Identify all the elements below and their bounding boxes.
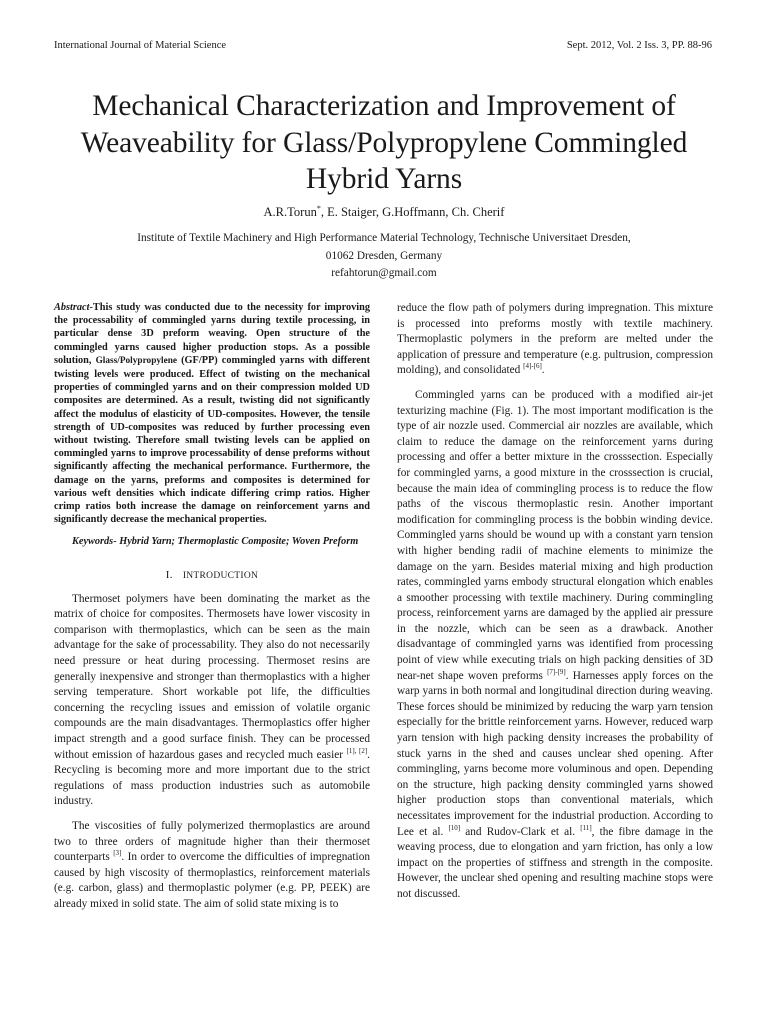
paragraph-text: . [541,364,545,377]
issue-info: Sept. 2012, Vol. 2 Iss. 3, PP. 88-96 [566,40,712,51]
abstract-text: This study was conducted due to the necessity for improving the processability of commingled yarns during textile processing, in particular dense 3D preform weaving. Open structure of the commingled yarns caused higher production stops. As a possible solution, [54,302,370,366]
citation: [4]-[6] [523,362,542,371]
abstract [54,301,370,526]
keywords: Keywords- Hybrid Yarn; Thermoplastic Composite; Woven Preform [72,536,359,548]
intro-paragraph-2-continued [397,301,713,379]
paragraph-text: , the fibre damage in the weaving process, due to elongation and yarn friction, has only a low impact on the properties of stiffness and strength in the composite. However, the unclear shed opening and resulting machine stops were not discussed. [397,825,713,900]
citation: [11] [580,823,592,832]
section-heading-introduction [54,568,370,583]
running-header [54,40,712,52]
institute-line: Institute of Textile Machinery and High Performance Material Technology, Technische Universitaet Dresden, [137,232,631,244]
first-author: A.R.Torun [263,205,317,219]
author-list [0,205,768,220]
citation: [3] [113,849,122,858]
citation: [7]-[9] [547,667,566,676]
title-line: Weaveability for Glass/Polypropylene Commingled [80,126,688,159]
abstract-lead: Abstract- [54,302,93,313]
paragraph-text: The viscosities of fully polymerized thermoplastics are around two to three orders of magnitude higher than their thermoset counterparts [54,819,370,864]
citation: [10] [448,823,461,832]
corresponding-author-mark: * [316,203,321,213]
journal-name: International Journal of Material Science [54,40,227,51]
intro-paragraph-1 [54,592,370,810]
address-line: 01062 Dresden, Germany [325,249,443,262]
paragraph-text: and Rudov-Clark et al. [460,825,581,838]
title-line: Mechanical Characterization and Improvement of [92,90,676,122]
paragraph-text: reduce the flow path of polymers during impregnation. This mixture is processed into preforms mostly with textile machinery. Thermoplastic polymers in the preform are melted under the application of pressure and temperature (e.g. pultrusion, compression molding), and consolidated [397,302,713,377]
title-line: Hybrid Yarns [305,163,463,195]
paper-title [40,88,728,198]
paragraph-text: . Harnesses apply forces on the warp yarns in both normal and longitudinal direction during weaving. These forces should be minimized by reducing the warp yarn tension especially for the brittle reinforcement yarns. However, reduced warp yarn tension with high packing density increases the probability of stuck yarns in the shed and causes unclear shed opening. After commingling, yarns become more voluminous and open. Depending on the structure, high packing density commingled yarns showed higher production stops than conventional materials, which necessitates improvement for the industrial production. According to Lee et al. [397,669,713,838]
paragraph-text: Thermoset polymers have been dominating the market as the matrix of choice for composites. Thermosets have lower viscosity in comparison with thermoplastics, which can be seen as the main advantage for the sake of processability. They also do not necessarily need pressure or heat during processing. Thermoset resins are generally inexpensive and stronger than thermoplastics with a higher serving temperature. Short workable pot life, the difficulties concerning the recycling issues and emission of volatile organic compounds are the main disadvantages. Thermoplastics offer higher impact strength and a good surface finish. They can be processed without emission of hazardous gases and recycled much easier [54,592,370,761]
section-title: INTRODUCTION [182,570,259,581]
left-column [54,301,370,922]
abstract-material-name: Glass/Polypropylene [95,355,178,366]
other-authors: , E. Staiger, G.Hoffmann, Ch. Cherif [320,205,505,219]
section-number: I. [165,568,173,581]
intro-paragraph-2 [54,819,370,913]
right-column [397,301,713,912]
paragraph-text: . In order to overcome the difficulties of impregnation caused by high viscosity of thermoplastics, reinforcement materials (e.g. carbon, glass) and thermoplastic polymer (e.g. PP, PEEK) are already mixed in solid state. The aim of solid state mixing is to [54,851,370,910]
intro-paragraph-3 [397,388,713,903]
paragraph-text: Commingled yarns can be produced with a modified air-jet texturizing machine (Fig. 1). The most important modification is the type of air nozzle used. Commercial air nozzles are available, which claim to reduce the damage on the reinforcement yarns during processing and offer a better mixture in the crosssection. Especially for commingled yarns, a good mixture in the crosssection is crucial, because the main idea of commingling process is to reduce the flow paths of the viscous thermoplastic resin. Another important modification for commingling process is the bobbin winding device. Commingled yarns should be wound up with a constant yarn tension with higher bending radii of machine elements to minimize the damage on the yarn. Besides material mixing and high production rates, commingled yarns embody structural elongation which enables a smoother processing with textile machinery. During commingling process, reinforcement yarns are damaged by the applied air pressure in the nozzle, which can be seen as a drawback. Another disadvantage of commingled yarns was identified from processing point of view while executing trials on high packing densities of 3D near-net shape woven preforms [397,388,713,682]
affiliation [40,230,728,283]
email-line: refahtorun@gmail.com [331,267,437,280]
citation: [1], [2] [346,746,368,755]
abstract-text-continued: (GF/PP) commingled yarns with different twisting levels were produced. Effect of twisting on the mechanical properties of commingled yarns and on their compression molded UD composites are determined. As a result, twisting did not significantly affect the modulus of elasticity of UD-composites. However, the tensile strength of UD-composites was reduced by further processing even without twisting. Therefore small twisting levels can be applied on commingled yarns to improve processability of dense preforms without significantly affecting the mechanical performance. Furthermore, the damage on the yarns, preforms and composites is determined for various weft densities which indicate differing crimp ratios. Higher crimp ratios both increase the damage on reinforcement yarns and significantly decrease the mechanical properties. [54,354,370,526]
paragraph-text: . Recycling is becoming more and more important due to the strict regulations of mass production industries such as automobile industry. [54,748,370,808]
